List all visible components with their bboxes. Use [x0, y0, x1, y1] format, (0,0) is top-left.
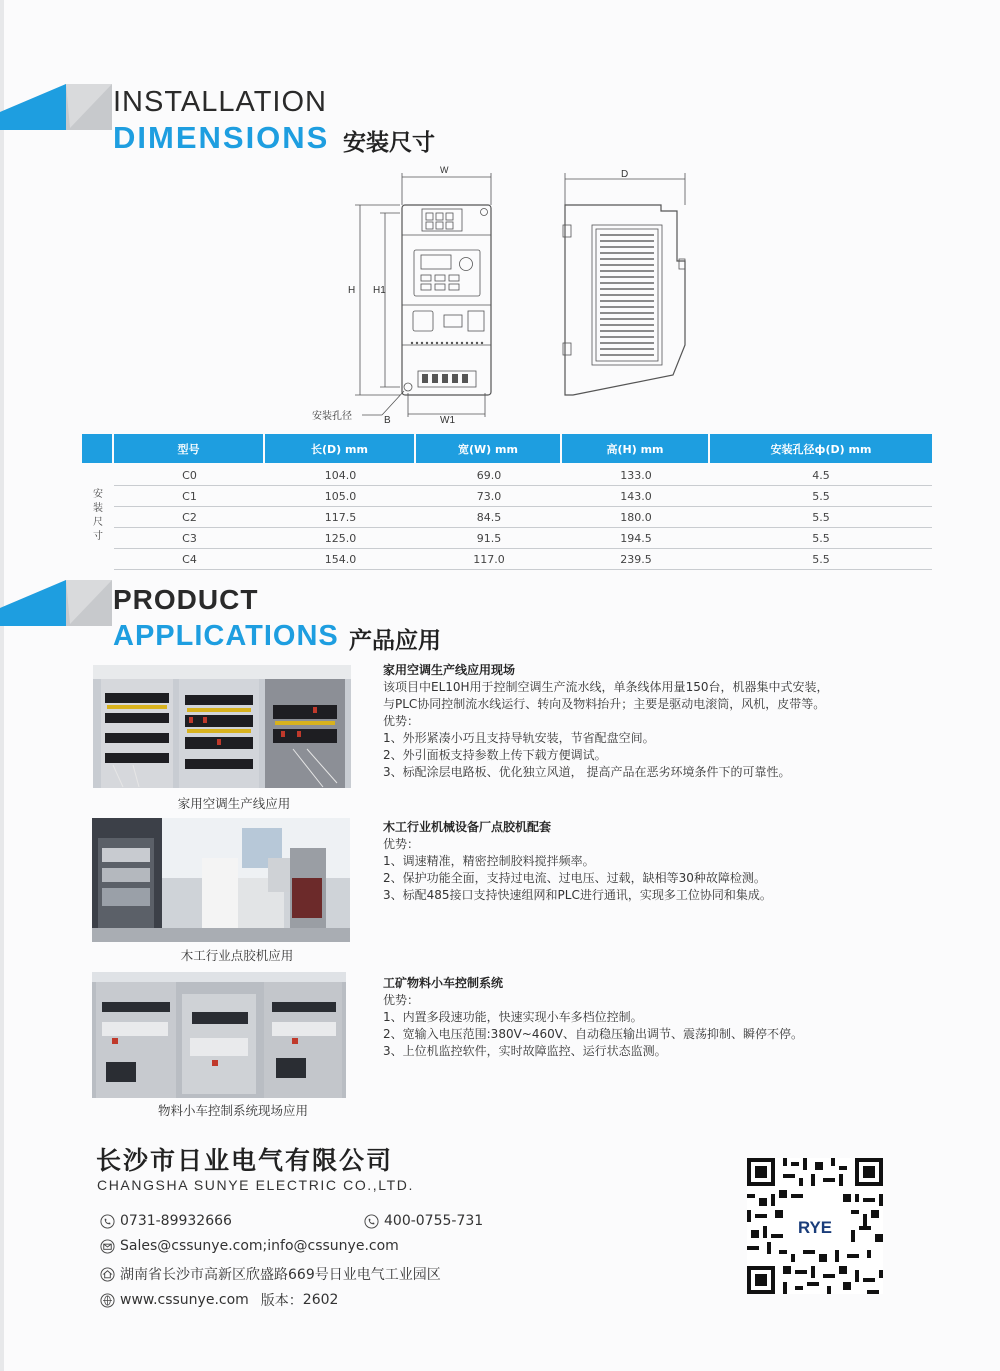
qr-logo-text: RYE — [798, 1218, 832, 1238]
version-number: 2602 — [302, 1292, 339, 1308]
table-row — [114, 486, 932, 507]
address-text: 湖南省长沙市高新区欣盛路669号日业电气工业园区 — [120, 1267, 441, 1283]
table-row — [114, 528, 932, 549]
app-line: 1、内置多段速功能，快速实现小车多档位控制。 — [383, 1010, 643, 1024]
side-label-char: 装 — [93, 503, 103, 514]
cell-model: C3 — [182, 531, 197, 545]
cell-hole: 4.5 — [812, 468, 830, 482]
section-tab-graphic — [0, 580, 112, 628]
cell-length: 117.5 — [324, 510, 357, 524]
app-photo-material-cart — [92, 972, 346, 1098]
cell-width: 91.5 — [476, 531, 502, 545]
globe-icon — [100, 1293, 115, 1308]
cell-model: C0 — [182, 468, 197, 482]
section-title-line1: PRODUCT — [113, 584, 259, 615]
phone1-text: 0731-89932666 — [120, 1213, 232, 1229]
table-header-row — [82, 434, 932, 463]
app-line: 3、标配涂层电路板、优化独立风道， 提高产品在恶劣环境条件下的可靠性。 — [383, 765, 791, 779]
cell-height: 239.5 — [620, 552, 652, 566]
app-description — [383, 975, 943, 1060]
table-row — [114, 507, 932, 528]
website-text: www.cssunye.com — [120, 1292, 249, 1308]
contact-phone2 — [364, 1213, 483, 1229]
cell-height: 143.0 — [620, 489, 652, 503]
dim-w1-label: W1 — [440, 415, 455, 426]
cart-control-cabinet-image — [92, 972, 346, 1098]
cell-hole: 5.5 — [812, 489, 830, 503]
glue-machine-image — [92, 818, 350, 942]
email-icon — [100, 1239, 115, 1254]
app-caption: 家用空调生产线应用 — [177, 796, 291, 811]
phone-icon — [364, 1214, 379, 1229]
cell-width: 84.5 — [476, 510, 502, 524]
app-description — [383, 662, 943, 781]
app-line: 该项目中EL10H用于控制空调生产流水线，单条线体用量150台，机器集中式安装， — [383, 680, 829, 694]
section-title-cn: 产品应用 — [349, 628, 441, 654]
contact-address — [100, 1264, 441, 1284]
dim-d-label: D — [621, 169, 629, 180]
section-title-line2: DIMENSIONS — [113, 120, 330, 155]
table-header-width: 宽(W) mm — [416, 434, 562, 463]
dim-h1-label: H1 — [373, 285, 386, 296]
cell-width: 73.0 — [476, 489, 502, 503]
side-label-char: 安 — [93, 489, 103, 500]
table-header-height: 高(H) mm — [562, 434, 710, 463]
cell-length: 125.0 — [324, 531, 357, 545]
contact-email — [100, 1238, 399, 1254]
app-line: 优势： — [383, 714, 420, 728]
left-edge-strip — [0, 0, 4, 1371]
app-line: 2、保护功能全面，支持过电流、过电压、过载，缺相等30种故障检测。 — [383, 871, 766, 885]
app-line: 优势： — [383, 837, 420, 851]
table-side-label — [82, 463, 114, 569]
cell-length: 105.0 — [324, 489, 357, 503]
side-label-char: 寸 — [93, 531, 103, 542]
version-label: 版本： — [260, 1293, 303, 1309]
app-line: 1、外形紧凑小巧且支持导轨安装，节省配盘空间。 — [383, 731, 655, 745]
contact-website — [100, 1290, 338, 1310]
contact-phone1 — [100, 1213, 232, 1229]
table-body — [114, 465, 932, 570]
cell-hole: 5.5 — [812, 552, 830, 566]
qr-code[interactable] — [747, 1158, 883, 1294]
installation-section-header — [0, 84, 600, 164]
section-tab-graphic — [0, 84, 112, 132]
app-line: 3、上位机监控软件，实时故障监控、运行状态监测。 — [383, 1044, 667, 1058]
cell-model: C4 — [182, 552, 197, 566]
app-caption: 物料小车控制系统现场应用 — [157, 1103, 308, 1118]
cell-model: C2 — [182, 510, 197, 524]
table-header-model: 型号 — [114, 434, 265, 463]
phone2-text: 400-0755-731 — [384, 1213, 484, 1229]
app-line: 优势： — [383, 993, 420, 1007]
app-line: 2、外引面板支持参数上传下载方便调试。 — [383, 748, 607, 762]
app-title: 木工行业机械设备厂点胶机配套 — [383, 820, 552, 834]
app-caption: 木工行业点胶机应用 — [180, 948, 294, 963]
side-label-char: 尺 — [93, 517, 103, 528]
app-line: 1、调速精准，精密控制胶料搅拌频率。 — [383, 854, 595, 868]
email-text: Sales@cssunye.com;info@cssunye.com — [120, 1238, 399, 1254]
dim-w-label: W — [440, 165, 449, 175]
table-row — [114, 465, 932, 486]
cell-height: 133.0 — [620, 468, 652, 482]
table-row — [114, 549, 932, 570]
table-header-blank — [82, 434, 114, 463]
app-line: 与PLC协同控制流水线运行、转向及物料抬升；主要是驱动电滚筒，风机，皮带等。 — [383, 697, 826, 711]
hole-diameter-label: 安装孔径 — [312, 411, 352, 422]
front-view-drawing — [300, 165, 510, 427]
cell-width: 69.0 — [476, 468, 502, 482]
cell-hole: 5.5 — [812, 531, 830, 545]
section-title-line1: INSTALLATION — [113, 86, 327, 118]
home-icon — [100, 1267, 115, 1282]
cell-model: C1 — [182, 489, 197, 503]
cell-width: 117.0 — [473, 552, 505, 566]
cell-length: 154.0 — [324, 552, 357, 566]
control-cabinet-image — [93, 665, 351, 788]
cell-height: 194.5 — [620, 531, 652, 545]
app-title: 家用空调生产线应用现场 — [383, 663, 516, 677]
cell-length: 104.0 — [324, 468, 357, 482]
dim-b-label: B — [384, 415, 391, 426]
app-line: 3、标配485接口支持快速组网和PLC进行通讯，实现多工位协同和集成。 — [383, 888, 772, 902]
table-header-length: 长(D) mm — [265, 434, 416, 463]
app-photo-aircon-line — [93, 665, 351, 788]
phone-icon — [100, 1214, 115, 1229]
applications-section-header — [0, 580, 600, 660]
section-title-cn: 安装尺寸 — [343, 130, 435, 156]
table-header-hole: 安装孔径ф(D) mm — [710, 434, 932, 463]
cell-hole: 5.5 — [812, 510, 830, 524]
cell-height: 180.0 — [620, 510, 652, 524]
company-name-cn: 长沙市日业电气有限公司 — [96, 1146, 394, 1175]
app-line: 2、宽输入电压范围:380V~460V、自动稳压输出调节、震荡抑制、瞬停不停。 — [383, 1027, 803, 1041]
app-description — [383, 819, 943, 904]
app-title: 工矿物料小车控制系统 — [383, 976, 504, 990]
section-title-line2: APPLICATIONS — [113, 620, 339, 652]
company-name-en: CHANGSHA SUNYE ELECTRIC CO.,LTD. — [97, 1177, 414, 1193]
side-view-drawing — [555, 165, 695, 400]
app-photo-glue-machine — [92, 818, 350, 942]
dim-h-label: H — [348, 285, 356, 296]
